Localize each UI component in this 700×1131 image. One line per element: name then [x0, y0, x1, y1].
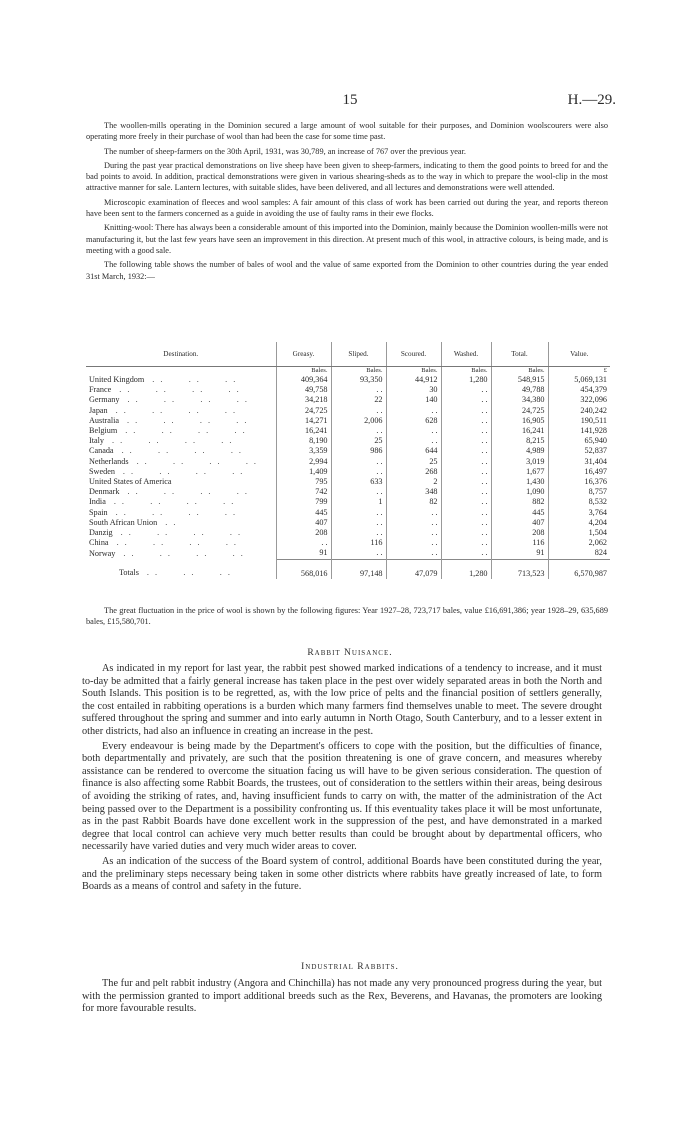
- value-cell: 322,096: [548, 395, 610, 405]
- destination-cell: [86, 477, 276, 487]
- sliped-cell: 633: [331, 477, 386, 487]
- scoured-cell: . .: [386, 528, 441, 538]
- col-scoured: Scoured.: [386, 342, 441, 367]
- total-cell: 713,523: [491, 559, 548, 579]
- scoured-cell: . .: [386, 426, 441, 436]
- sliped-cell: 93,350: [331, 375, 386, 385]
- col-washed: Washed.: [441, 342, 491, 367]
- totals-label-cell: [86, 559, 276, 579]
- washed-cell: . .: [441, 528, 491, 538]
- table-row: [86, 538, 610, 548]
- value-cell: 190,511: [548, 416, 610, 426]
- scoured-cell: . .: [386, 548, 441, 559]
- destination-cell: [86, 457, 276, 467]
- destination-cell: [86, 548, 276, 559]
- value-cell: 454,379: [548, 385, 610, 395]
- sliped-cell: . .: [331, 518, 386, 528]
- total-cell: 3,019: [491, 457, 548, 467]
- industrial-rabbits-section: [82, 978, 602, 1018]
- value-cell: 5,069,131: [548, 375, 610, 385]
- greasy-cell: 91: [276, 548, 331, 559]
- scoured-cell: 140: [386, 395, 441, 405]
- totals-row: [86, 559, 610, 579]
- value-cell: 8,757: [548, 487, 610, 497]
- destination-name: India: [89, 497, 106, 507]
- destination-name: South African Union: [89, 517, 158, 527]
- destination-cell: [86, 497, 276, 507]
- value-cell: 141,928: [548, 426, 610, 436]
- scoured-cell: . .: [386, 518, 441, 528]
- sliped-cell: 22: [331, 395, 386, 405]
- value-cell: 8,532: [548, 497, 610, 507]
- scoured-cell: 2: [386, 477, 441, 487]
- leader-dots: . . . . . .: [152, 375, 238, 384]
- col-total: Total.: [491, 342, 548, 367]
- total-cell: 1,677: [491, 467, 548, 477]
- leader-dots: . . . . . . . .: [121, 446, 243, 456]
- price-fluctuation-note: [86, 605, 608, 631]
- washed-cell: 1,280: [441, 375, 491, 385]
- destination-name: Germany: [89, 395, 120, 405]
- washed-cell: . .: [441, 508, 491, 518]
- washed-cell: . .: [441, 457, 491, 467]
- sliped-cell: 2,006: [331, 416, 386, 426]
- paragraph: Every endeavour is being made by the Department's officers to cope with the position, but the difficulties of finance, both departmentally and privately, are such that the position threatening is one of grave concern, and measures whereby assistance can be rendered to overcome the situation facing us will have to be given serious consideration. The question of finance is also affecting some Rabbit Boards, the trustees, out of consideration to the settlers within their areas, being desirous of avoiding the striking of rates, and, having insufficient funds to carry on with, the matter of the administration of the Act being passed over to the Department is a possibility confronting us. If this eventuality takes place it will be most unfortunate, as in the past Rabbit Boards have done excellent work in the suppression of the pest, and have demonstrated in a marked degree that local control can achieve very much better results than could be brought about by departmental officers, who necessarily have varied duties and very much wider areas to cover.: [82, 740, 602, 853]
- table-row: [86, 528, 610, 538]
- value-cell: 824: [548, 548, 610, 559]
- sliped-cell: 25: [331, 436, 386, 446]
- total-cell: 1,090: [491, 487, 548, 497]
- washed-cell: . .: [441, 538, 491, 548]
- destination-cell: [86, 508, 276, 518]
- destination-cell: [86, 436, 276, 446]
- page-number: 15: [342, 92, 358, 108]
- sliped-cell: . .: [331, 406, 386, 416]
- scoured-cell: 644: [386, 446, 441, 456]
- paragraph: The fur and pelt rabbit industry (Angora and Chinchilla) has not made any very pronounced progress during the year, but with the permission granted to import additional breeds such as the Rex, Beverens, and Havanas, the promoters are looking for more favourable results.: [82, 978, 602, 1015]
- total-cell: 49,788: [491, 385, 548, 395]
- greasy-cell: 407: [276, 518, 331, 528]
- sliped-cell: 116: [331, 538, 386, 548]
- washed-cell: . .: [441, 436, 491, 446]
- value-cell: 52,837: [548, 446, 610, 456]
- leader-dots: . . . . . . . .: [113, 497, 236, 507]
- destination-cell: [86, 416, 276, 426]
- greasy-cell: 24,725: [276, 406, 331, 416]
- table-row: [86, 548, 610, 559]
- total-cell: 208: [491, 528, 548, 538]
- greasy-cell: 208: [276, 528, 331, 538]
- value-cell: 65,940: [548, 436, 610, 446]
- washed-cell: . .: [441, 487, 491, 497]
- destination-cell: [86, 406, 276, 416]
- washed-cell: . .: [441, 467, 491, 477]
- value-cell: 2,062: [548, 538, 610, 548]
- sliped-cell: 1: [331, 497, 386, 507]
- greasy-cell: 445: [276, 508, 331, 518]
- destination-name: China: [89, 538, 109, 548]
- leader-dots: . . . . . . . .: [119, 385, 241, 395]
- table-row: [86, 436, 610, 446]
- table-row: [86, 467, 610, 477]
- sliped-cell: . .: [331, 508, 386, 518]
- destination-cell: [86, 395, 276, 405]
- scoured-cell: . .: [386, 406, 441, 416]
- scoured-cell: 82: [386, 497, 441, 507]
- destination-name: Netherlands: [89, 456, 129, 466]
- greasy-cell: . .: [276, 538, 331, 548]
- leader-dots: . . . . . . . .: [122, 466, 245, 476]
- destination-cell: [86, 375, 276, 385]
- destination-name: Spain: [89, 507, 108, 517]
- greasy-cell: 16,241: [276, 426, 331, 436]
- leader-dots: . . . . . . . .: [115, 507, 238, 517]
- paragraph: As an indication of the success of the Board system of control, additional Boards have been constituted during the year, and the preliminary steps necessary being taken in some other districts where rabbits have greatly increased of late, to form Boards as a means of control and safety in the future.: [82, 855, 602, 893]
- sliped-cell: . .: [331, 548, 386, 559]
- unit-label: Bales.: [386, 367, 441, 376]
- table-row: [86, 518, 610, 528]
- scoured-cell: 30: [386, 385, 441, 395]
- paragraph: The great fluctuation in the price of wool is shown by the following figures: Year 1927–28, 723,717 bales, value £16,691,386; year 1928–29, 635,689 bales, £15,580,701.: [86, 606, 608, 627]
- table-row: [86, 406, 610, 416]
- leader-dots: . . . . . . . .: [127, 415, 249, 425]
- value-cell: 31,404: [548, 457, 610, 467]
- total-cell: 4,989: [491, 446, 548, 456]
- destination-cell: [86, 467, 276, 477]
- paragraph: The number of sheep-farmers on the 30th April, 1931, was 30,789, an increase of 767 over the previous year.: [104, 146, 466, 156]
- total-cell: 548,915: [491, 375, 548, 385]
- sliped-cell: . .: [331, 467, 386, 477]
- destination-name: Danzig: [89, 528, 113, 538]
- units-row: [86, 367, 610, 376]
- washed-cell: . .: [441, 406, 491, 416]
- sliped-cell: . .: [331, 487, 386, 497]
- destination-name: Italy: [89, 436, 105, 446]
- table-row: [86, 375, 610, 385]
- scoured-cell: 44,912: [386, 375, 441, 385]
- value-cell: 3,764: [548, 508, 610, 518]
- total-cell: 8,215: [491, 436, 548, 446]
- unit-label: Bales.: [276, 367, 331, 376]
- value-cell: 16,497: [548, 467, 610, 477]
- leader-dots: . . . . . . . .: [127, 395, 249, 405]
- table-row: [86, 416, 610, 426]
- washed-cell: . .: [441, 477, 491, 487]
- destination-name: France: [89, 385, 112, 395]
- greasy-cell: 34,218: [276, 395, 331, 405]
- leader-dots: . . . . . . . .: [123, 548, 245, 558]
- destination-cell: [86, 487, 276, 497]
- sliped-cell: . .: [331, 528, 386, 538]
- washed-cell: 1,280: [441, 559, 491, 579]
- total-cell: 91: [491, 548, 548, 559]
- sliped-cell: 986: [331, 446, 386, 456]
- value-cell: 240,242: [548, 406, 610, 416]
- table-row: [86, 497, 610, 507]
- destination-name: Canada: [89, 446, 114, 456]
- washed-cell: . .: [441, 385, 491, 395]
- destination-name: Sweden: [89, 466, 115, 476]
- value-cell: 4,204: [548, 518, 610, 528]
- scoured-cell: 268: [386, 467, 441, 477]
- total-cell: 16,905: [491, 416, 548, 426]
- destination-name: Belgium: [89, 426, 118, 436]
- destination-name: United States of America: [89, 477, 172, 487]
- destination-cell: [86, 518, 276, 528]
- scoured-cell: 47,079: [386, 559, 441, 579]
- scoured-cell: . .: [386, 538, 441, 548]
- total-cell: 407: [491, 518, 548, 528]
- unit-label: £: [548, 367, 610, 376]
- scoured-cell: . .: [386, 436, 441, 446]
- scoured-cell: 25: [386, 457, 441, 467]
- total-cell: 445: [491, 508, 548, 518]
- destination-name: Australia: [89, 415, 120, 425]
- destination-cell: [86, 528, 276, 538]
- sliped-cell: 97,148: [331, 559, 386, 579]
- table-row: [86, 487, 610, 497]
- greasy-cell: 8,190: [276, 436, 331, 446]
- paragraph: The woollen-mills operating in the Dominion secured a large amount of wool suitable for their purposes, and Dominion woolscourers were also operating more freely in their purchase of wool than had been the case for some time past.: [86, 121, 608, 142]
- table-row: [86, 508, 610, 518]
- greasy-cell: 14,271: [276, 416, 331, 426]
- greasy-cell: 795: [276, 477, 331, 487]
- unit-label: Bales.: [441, 367, 491, 376]
- wool-export-table: [86, 342, 610, 579]
- washed-cell: . .: [441, 416, 491, 426]
- table-row: [86, 385, 610, 395]
- washed-cell: . .: [441, 426, 491, 436]
- leader-dots: . .: [165, 517, 178, 527]
- col-value: Value.: [548, 342, 610, 367]
- value-cell: 6,570,987: [548, 559, 610, 579]
- leader-dots: . . . . . . . .: [125, 426, 247, 436]
- greasy-cell: 1,409: [276, 467, 331, 477]
- greasy-cell: 3,359: [276, 446, 331, 456]
- table-row: [86, 426, 610, 436]
- document-reference: H.—29.: [567, 92, 616, 108]
- wool-section: [86, 120, 608, 285]
- sliped-cell: . .: [331, 457, 386, 467]
- rabbit-nuisance-section: [82, 663, 602, 896]
- washed-cell: . .: [441, 446, 491, 456]
- col-destination: Destination.: [86, 342, 276, 367]
- greasy-cell: 2,994: [276, 457, 331, 467]
- paragraph: The following table shows the number of bales of wool and the value of same exported from the Dominion to other countries during the year ended 31st March, 1932:—: [86, 260, 608, 281]
- paragraph: As indicated in my report for last year, the rabbit pest showed marked indications of a tendency to increase, and it must to-day be admitted that a fairly general increase has taken place in the pest over widely separated areas in both the North and South Islands. This position is to be regretted, as, with the low price of pelts and the financial position of settlers generally, the cost entailed in rabbiting operations is a burden which many farmers find themselves unable to meet. The severe drought suffered throughout the spring and summer and into early autumn in North Otago, South Canterbury, and to a lesser extent in other districts, had also an influence in creating an increase in the pest.: [82, 663, 602, 737]
- destination-cell: [86, 446, 276, 456]
- total-cell: 34,380: [491, 395, 548, 405]
- value-cell: 1,504: [548, 528, 610, 538]
- leader-dots: . . . . . . . .: [136, 456, 258, 466]
- greasy-cell: 799: [276, 497, 331, 507]
- greasy-cell: 409,364: [276, 375, 331, 385]
- washed-cell: . .: [441, 548, 491, 559]
- leader-dots: . . . . . . . .: [120, 528, 243, 538]
- leader-dots: . . . . . . . .: [112, 436, 234, 446]
- paragraph: Microscopic examination of fleeces and wool samples: A fair amount of this class of work has been carried out during the year, and reports thereon have been sent to the farmers concerned as a guide in avoiding the use of faulty rams in their ewe flocks.: [86, 197, 608, 219]
- paragraph: During the past year practical demonstrations on live sheep have been given to sheep-farmers, indicating to them the good points to breed for and the bad points to avoid. In addition, practical demonstrations were given in various shearing-sheds as to the way in which to prepare the wool-clip in the most attractive manner for sale. Lantern lectures, with suitable slides, have been delivered, and all lectures and demonstrations were well attended.: [86, 160, 608, 193]
- destination-name: United Kingdom: [89, 375, 145, 384]
- value-cell: 16,376: [548, 477, 610, 487]
- destination-cell: [86, 538, 276, 548]
- total-cell: 1,430: [491, 477, 548, 487]
- scoured-cell: . .: [386, 508, 441, 518]
- totals-label: Totals: [119, 568, 139, 578]
- table-row: [86, 446, 610, 456]
- greasy-cell: 49,758: [276, 385, 331, 395]
- scoured-cell: 348: [386, 487, 441, 497]
- leader-dots: . . . . . . . .: [116, 538, 238, 548]
- washed-cell: . .: [441, 395, 491, 405]
- rabbit-nuisance-heading: Rabbit Nuisance.: [307, 648, 393, 658]
- table-row: [86, 457, 610, 467]
- leader-dots: . . . . . . . .: [127, 487, 249, 497]
- destination-cell: [86, 385, 276, 395]
- total-cell: 24,725: [491, 406, 548, 416]
- washed-cell: . .: [441, 497, 491, 507]
- destination-name: Denmark: [89, 487, 120, 497]
- destination-name: Norway: [89, 548, 116, 558]
- destination-name: Japan: [89, 405, 108, 415]
- total-cell: 882: [491, 497, 548, 507]
- sliped-cell: . .: [331, 385, 386, 395]
- destination-cell: [86, 426, 276, 436]
- table-header-row: [86, 342, 610, 367]
- greasy-cell: 742: [276, 487, 331, 497]
- col-sliped: Sliped.: [331, 342, 386, 367]
- table-row: [86, 477, 610, 487]
- total-cell: 16,241: [491, 426, 548, 436]
- greasy-cell: 568,016: [276, 559, 331, 579]
- total-cell: 116: [491, 538, 548, 548]
- table-row: [86, 395, 610, 405]
- unit-label: Bales.: [491, 367, 548, 376]
- col-greasy: Greasy.: [276, 342, 331, 367]
- scoured-cell: 628: [386, 416, 441, 426]
- leader-dots: . . . . . .: [146, 568, 232, 578]
- sliped-cell: . .: [331, 426, 386, 436]
- unit-label: Bales.: [331, 367, 386, 376]
- washed-cell: . .: [441, 518, 491, 528]
- industrial-rabbits-heading: Industrial Rabbits.: [301, 962, 399, 972]
- leader-dots: . . . . . . . .: [115, 405, 238, 415]
- paragraph: Knitting-wool: There has always been a considerable amount of this imported into the Dominion, mainly because the Dominion woollen-mills were not manufacturing it, but the last few years have seen an improvement in this direction. At present much of this wool, in attractive colours, is being made, and is meeting with a good sale.: [86, 223, 608, 255]
